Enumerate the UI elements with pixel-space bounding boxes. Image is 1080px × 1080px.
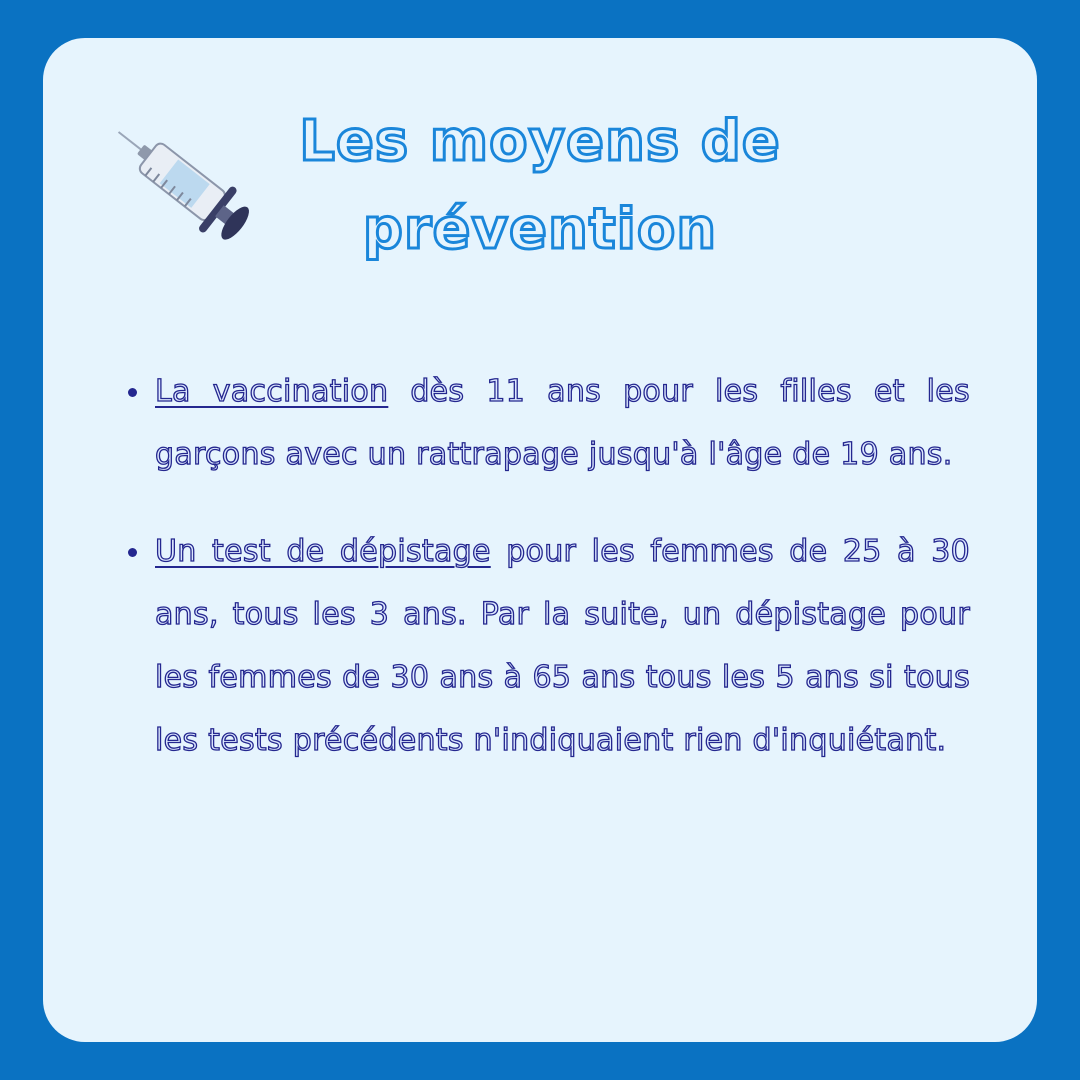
title-line-2: prévention <box>362 197 718 262</box>
list-item-screening <box>155 520 970 772</box>
title-line-1: Les moyens de <box>299 109 781 174</box>
list-item-vaccination <box>155 360 970 486</box>
bullet-text: pour les femmes de 25 à 30 ans, tous les 3 ans. Par la suite, un dépistage pour les femmes de 30 ans à 65 ans tous les 5 ans si tous les tests précédents n'indiquaient rien d'inquiétant. <box>155 534 970 758</box>
page-title <box>230 98 850 274</box>
bullet-keyword: Un test de dépistage <box>155 534 491 569</box>
bullet-keyword: La vaccination <box>155 374 389 409</box>
prevention-list <box>155 360 970 806</box>
bullet-text: dès 11 ans pour les filles et les garçons avec un rattrapage jusqu'à l'âge de 19 ans. <box>155 374 970 472</box>
